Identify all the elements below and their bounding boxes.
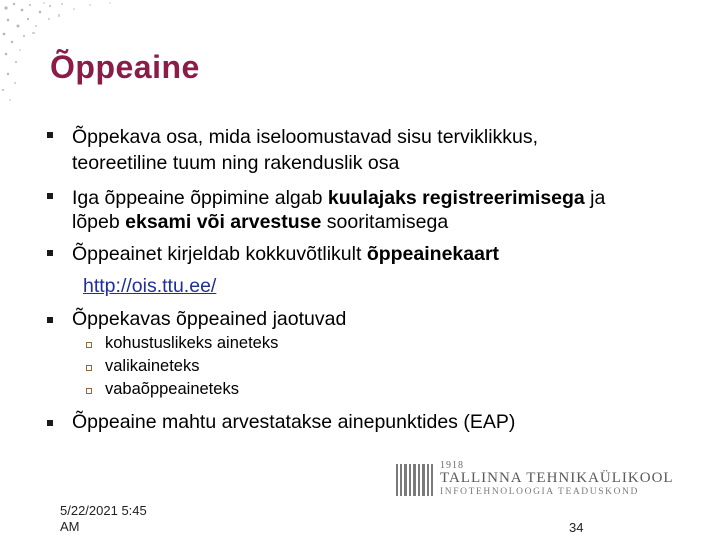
sub-item-2: valikaineteks (105, 357, 200, 375)
sub-item-1: kohustuslikeks aineteks (105, 334, 279, 352)
bullet-2-text: lõpeb (72, 211, 126, 233)
footer-date-line-1: 5/22/2021 5:45 (60, 503, 147, 518)
logo-name: TALLINNA TEHNIKAÜLIKOOL (440, 470, 674, 486)
bullet-3-emphasis: õppeainekaart (366, 243, 500, 265)
slide-title: Õppeaine (50, 49, 200, 85)
bullet-2-emphasis: eksami või arvestuse (125, 211, 322, 233)
bullet-3-line-1 (72, 242, 499, 266)
page-number: 34 (569, 520, 584, 535)
bullet-1-line-2: teoreetiline tuum ning rakenduslik osa (72, 152, 400, 174)
bullet-marker (47, 193, 53, 199)
bullet-2-line-1 (72, 186, 605, 210)
logo-year: 1918 (440, 460, 464, 471)
sub-bullet-marker (86, 365, 92, 371)
bullet-marker (47, 420, 53, 426)
bullet-1-line-1: Õppekava osa, mida iseloomustavad sisu terviklikkus, (72, 126, 539, 148)
bullet-2-text: ja (584, 187, 606, 209)
sub-bullet-marker (86, 342, 92, 348)
bullet-marker (47, 317, 53, 323)
bullet-3-text: Õppeainet kirjeldab kokkuvõtlikult (72, 243, 367, 265)
bullet-2-text: Iga õppeaine õppimine algab (72, 187, 328, 209)
bullet-2-line-2 (72, 210, 448, 234)
footer-date (60, 503, 170, 535)
footer-date-line-2: AM (60, 519, 80, 534)
bullet-marker (47, 250, 53, 256)
bullet-marker (47, 132, 53, 138)
logo-subtitle: INFOTEHNOLOOGIA TEADUSKOND (440, 487, 639, 497)
sub-bullet-marker (86, 388, 92, 394)
ois-link[interactable]: http://ois.ttu.ee/ (83, 275, 217, 297)
bullet-4-line-1: Õppekavas õppeained jaotuvad (72, 308, 347, 330)
bullet-2-emphasis: kuulajaks registreerimisega (327, 187, 585, 209)
sub-item-3: vabaõppeaineteks (105, 380, 239, 398)
university-logo (396, 460, 674, 500)
bullet-2-text: sooritamisega (321, 211, 449, 233)
bullet-5-line-1: Õppeaine mahtu arvestatakse ainepunktides (EAP) (72, 411, 516, 433)
logo-bars-icon (396, 462, 436, 498)
